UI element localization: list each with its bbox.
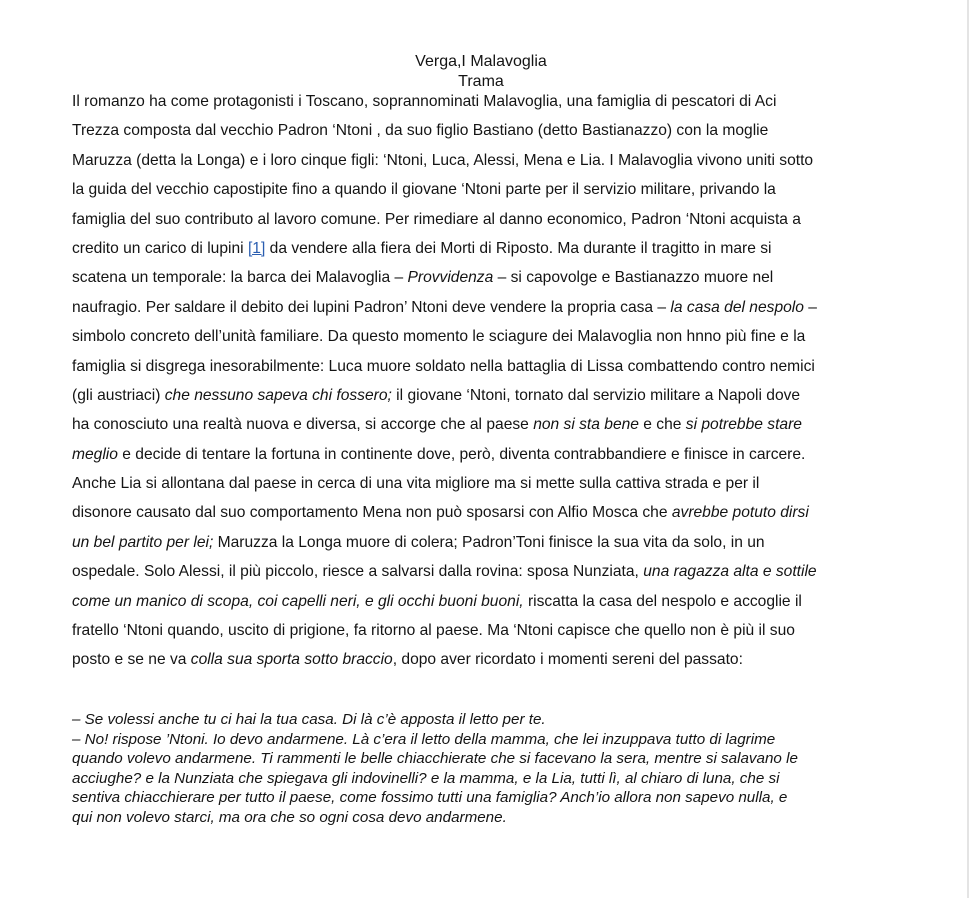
document-subtitle: Trama bbox=[458, 73, 504, 90]
paragraph-text: disonore causato dal suo comportamento Mena non può sposarsi con Alfio Mosca che bbox=[72, 504, 672, 522]
paragraph-text: (gli austriaci) bbox=[72, 386, 165, 404]
quote-line: acciughe? e la Nunziata che spiegava gli indovinelli? e la mamma, e la Lia, tutti lì, al chiaro di luna, che si bbox=[72, 769, 780, 787]
paragraph-text: e decide di tentare la fortuna in continente dove, però, diventa contrabbandiere e finisce in carcere. bbox=[117, 445, 806, 463]
paragraph-text: simbolo concreto dell’unità familiare. Da questo momento le sciagure dei Malavoglia non hnno più fine e la bbox=[72, 328, 806, 346]
paragraph-line bbox=[72, 293, 902, 322]
paragraph-line bbox=[72, 498, 902, 527]
document-title: Verga,I Malavoglia bbox=[415, 53, 547, 70]
paragraph-line bbox=[72, 87, 902, 116]
italic-text: avrebbe potuto dirsi bbox=[671, 504, 809, 522]
paragraph-text: riscatta la casa del nespolo e accoglie il bbox=[523, 592, 802, 610]
paragraph-line bbox=[72, 469, 902, 498]
paragraph-line bbox=[72, 146, 902, 175]
paragraph-line bbox=[72, 175, 902, 204]
paragraph-line bbox=[72, 116, 902, 145]
closing-quote bbox=[72, 710, 902, 828]
paragraph-line bbox=[72, 645, 902, 674]
quote-line: quando volevo andarmene. Ti rammenti le belle chiacchierate che si facevano la sera, mentre si salavano le bbox=[72, 750, 798, 768]
paragraph-text: – si capovolge e Bastianazzo muore nel bbox=[493, 269, 774, 287]
quote-line: sentiva chiacchierare per tutto il paese, come fossimo tutti una famiglia? Anch’io allora non sapevo nulla, e bbox=[72, 789, 788, 807]
paragraph-line bbox=[72, 528, 902, 557]
italic-text: un bel partito per lei; bbox=[72, 533, 214, 551]
quote-line: – Se volessi anche tu ci hai la tua casa. Di là c’è apposta il letto per te. bbox=[72, 711, 546, 728]
paragraph-text: famiglia del suo contributo al lavoro comune. Per rimediare al danno economico, Padron ‘Ntoni acquista a bbox=[72, 210, 801, 228]
paragraph-line bbox=[72, 557, 902, 586]
quote-line: – No! rispose ’Ntoni. Io devo andarmene. Là c’era il letto della mamma, che lei inzuppava tutto di lagrime bbox=[72, 730, 776, 748]
paragraph-text: Il romanzo ha come protagonisti i Toscano, soprannominati Malavoglia, una famiglia di pescatori di Aci bbox=[72, 93, 777, 110]
paragraph-text: scatena un temporale: la barca dei Malavoglia – bbox=[72, 269, 408, 287]
quote-line: qui non volevo starci, ma ora che so ogni cosa devo andarmene. bbox=[72, 808, 507, 826]
italic-text: una ragazza alta e sottile bbox=[643, 563, 817, 581]
paragraph-line bbox=[72, 234, 902, 263]
italic-text: la casa del nespolo bbox=[670, 298, 804, 316]
italic-text: Provvidenza bbox=[407, 269, 494, 287]
paragraph-line bbox=[72, 205, 902, 234]
paragraph-text: naufragio. Per saldare il debito dei lupini Padron’ Ntoni deve vendere la propria casa – bbox=[72, 298, 671, 316]
summary-paragraph bbox=[72, 87, 902, 675]
paragraph-text: posto e se ne va bbox=[72, 651, 191, 669]
paragraph-text: e che bbox=[638, 416, 686, 434]
paragraph-text: Maruzza (detta la Longa) e i loro cinque figli: ‘Ntoni, Luca, Alessi, Mena e Lia. I Malavoglia vivono uniti sotto bbox=[72, 151, 814, 169]
italic-text: non si sta bene bbox=[533, 416, 639, 434]
paragraph-line bbox=[72, 440, 902, 469]
italic-text: colla sua sporta sotto braccio bbox=[190, 651, 393, 669]
paragraph-text: fratello ‘Ntoni quando, uscito di prigione, fa ritorno al paese. Ma ‘Ntoni capisce che quello non è più il suo bbox=[72, 622, 795, 640]
paragraph-text: Trezza composta dal vecchio Padron ‘Ntoni , da suo figlio Bastiano (detto Bastianazzo) con la moglie bbox=[72, 122, 769, 140]
paragraph-line bbox=[72, 587, 902, 616]
paragraph-text: Anche Lia si allontana dal paese in cerca di una vita migliore ma si mette sulla cattiva strada e per il bbox=[72, 475, 760, 493]
paragraph-line bbox=[72, 352, 902, 381]
paragraph-line bbox=[72, 410, 902, 439]
italic-text: meglio bbox=[72, 445, 118, 463]
italic-text: come un manico di scopa, coi capelli neri, e gli occhi buoni buoni, bbox=[72, 592, 524, 610]
paragraph-line bbox=[72, 322, 902, 351]
paragraph-line bbox=[72, 263, 902, 292]
paragraph-text: famiglia si disgrega inesorabilmente: Luca muore soldato nella battaglia di Lissa combattendo contro nemici bbox=[72, 357, 815, 375]
paragraph-text: da vendere alla fiera dei Morti di Riposto. Ma durante il tragitto in mare si bbox=[265, 239, 772, 257]
paragraph-text: Maruzza la Longa muore di colera; Padron’Toni finisce la sua vita da solo, in un bbox=[213, 533, 765, 551]
paragraph-text: il giovane ‘Ntoni, tornato dal servizio militare a Napoli dove bbox=[391, 386, 801, 404]
italic-text: si potrebbe stare bbox=[685, 416, 802, 434]
paragraph-text: la guida del vecchio capostipite fino a quando il giovane ‘Ntoni parte per il servizio militare, privando la bbox=[72, 181, 776, 199]
paragraph-text: credito un carico di lupini bbox=[72, 239, 248, 257]
paragraph-text: , dopo aver ricordato i momenti sereni del passato: bbox=[392, 651, 743, 669]
paragraph-text: – bbox=[803, 298, 817, 316]
paragraph-line bbox=[72, 381, 902, 410]
italic-text: che nessuno sapeva chi fossero; bbox=[164, 386, 392, 404]
footnote-link[interactable]: [1] bbox=[247, 239, 266, 257]
paragraph-line bbox=[72, 616, 902, 645]
paragraph-text: ospedale. Solo Alessi, il più piccolo, riesce a salvarsi dalla rovina: sposa Nunziata, bbox=[72, 563, 644, 581]
paragraph-text: ha conosciuto una realtà nuova e diversa, si accorge che al paese bbox=[72, 416, 534, 434]
